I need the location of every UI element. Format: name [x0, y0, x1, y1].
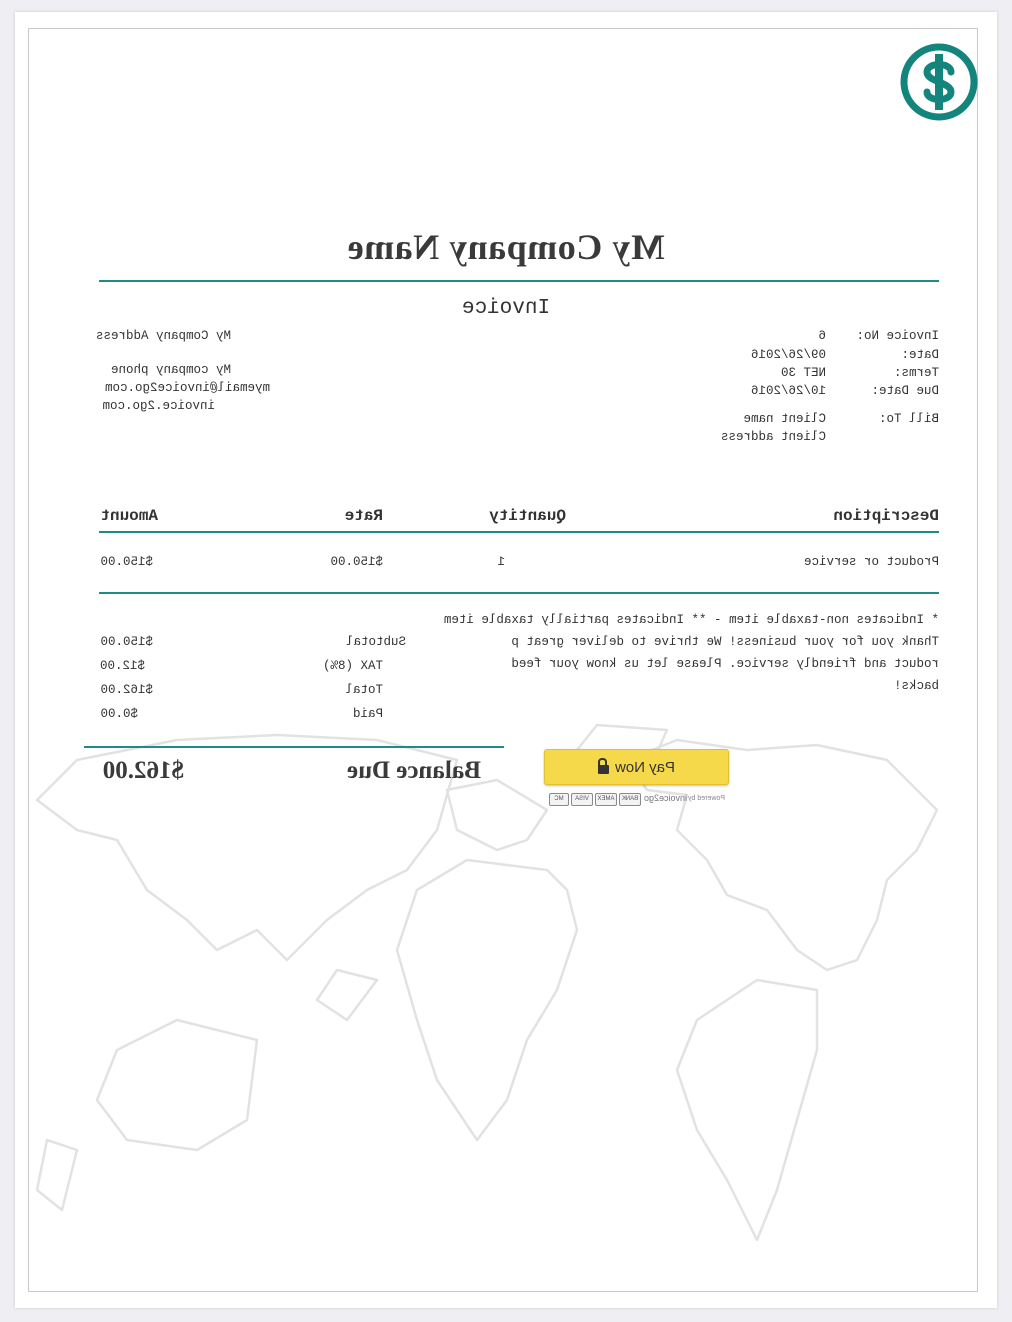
due-date-label: Due Date: [871, 384, 939, 398]
subtotal-value: $150.00 [100, 635, 153, 649]
bank-card-icon: BANK [619, 793, 641, 806]
company-phone: My company phone [110, 363, 231, 377]
company-name: My Company Name [347, 227, 665, 267]
paid-value: $0.00 [100, 707, 138, 721]
payment-methods [546, 792, 729, 808]
due-date-value: 10/26/2016 [750, 384, 826, 398]
terms-value: NET 30 [780, 366, 826, 380]
row-quantity: 1 [497, 555, 505, 569]
client-name: Client name [743, 412, 826, 426]
document-title: Invoice [461, 297, 551, 320]
pay-now-label: Pay Now [614, 758, 676, 776]
total-label: Total [345, 683, 383, 697]
column-header-rate: Rate [344, 507, 383, 525]
mastercard-icon: MC [549, 793, 569, 806]
note-line-2: roduct and friendly service. Please let us know your feed [511, 657, 939, 671]
client-address: Client address [720, 430, 826, 444]
company-website: invoice.2go.com [102, 399, 215, 413]
subtotal-label: Subtotal [345, 635, 406, 649]
paid-label: Paid [352, 707, 383, 721]
tax-label: TAX (8%) [322, 659, 383, 673]
row-description: Product or service [803, 555, 939, 569]
column-header-amount: Amount [100, 507, 158, 525]
note-line-1: Thank you for your business! We thrive to deliver great p [511, 635, 939, 649]
mirrored-document [15, 12, 997, 1308]
invoice-no-value: 6 [818, 329, 826, 343]
company-logo-icon [899, 42, 979, 122]
taxable-note: * Indicates non-taxable item - ** Indicates partially taxable item [443, 613, 939, 627]
world-map-watermark-icon [17, 720, 977, 1260]
date-value: 09/26/2016 [750, 348, 826, 362]
bill-to-label: Bill To: [878, 412, 939, 426]
row-amount: $150.00 [100, 555, 153, 569]
balance-due-value: $162.00 [102, 757, 184, 784]
row-rate: $150.00 [330, 555, 383, 569]
table-bottom-rule [99, 592, 939, 594]
total-value: $162.00 [100, 683, 153, 697]
company-address: My Company Address [95, 329, 231, 343]
visa-card-icon: VISA [571, 793, 593, 806]
pay-now-button[interactable] [544, 749, 729, 785]
header-rule [99, 280, 939, 282]
note-line-3: backs! [893, 679, 939, 693]
powered-by-text: Powered by [688, 795, 725, 802]
terms-label: Terms: [893, 366, 939, 380]
invoice-no-label: Invoice No: [856, 329, 939, 343]
invoice-page [15, 12, 997, 1308]
company-email: myemail@invoice2go.com [104, 381, 270, 395]
tax-value: $12.00 [99, 659, 145, 673]
date-label: Date: [901, 348, 939, 362]
table-header-rule [99, 531, 939, 533]
amex-card-icon: AMEX [595, 793, 617, 806]
invoice2go-brand: invoice2go [643, 793, 687, 803]
balance-due-label: Balance Due [346, 757, 481, 784]
column-header-description: Description [833, 507, 939, 525]
lock-icon [598, 765, 609, 774]
column-header-quantity: Quantity [489, 507, 566, 525]
balance-rule [84, 746, 504, 748]
